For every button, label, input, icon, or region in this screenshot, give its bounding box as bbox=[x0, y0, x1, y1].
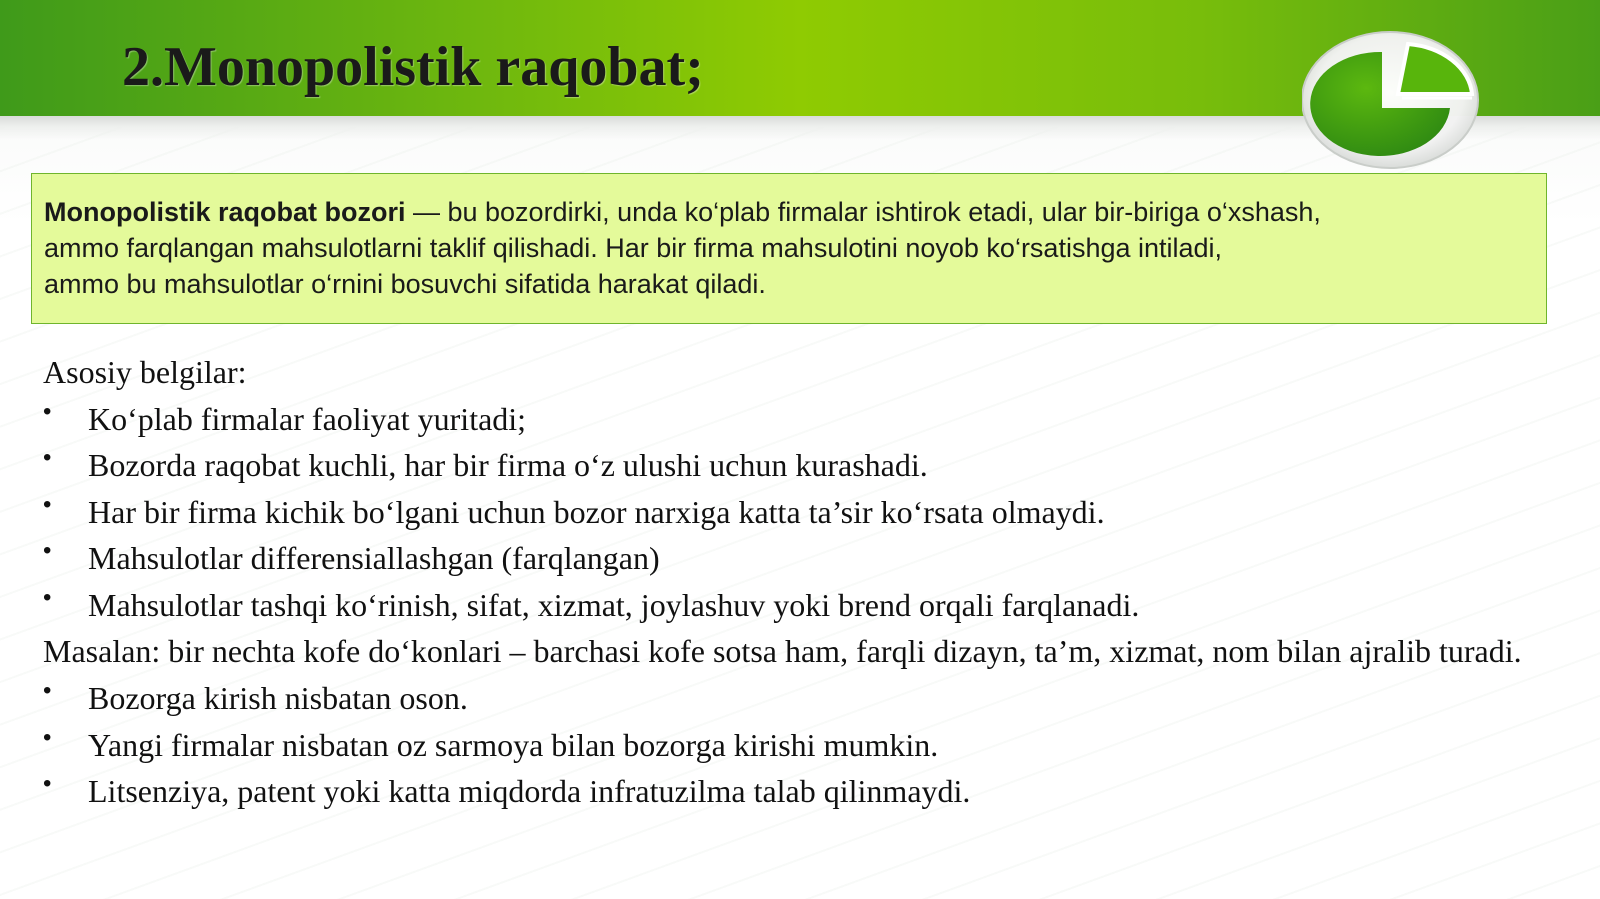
list-item bbox=[43, 768, 1573, 815]
bullet-icon: • bbox=[43, 444, 52, 471]
list-item-text: Litsenziya, patent yoki katta miqdorda infratuzilma talab qilinmaydi. bbox=[88, 773, 971, 809]
list-item-text: Bozorga kirish nisbatan oson. bbox=[88, 680, 468, 716]
list-item bbox=[43, 722, 1573, 769]
definition-line-1 bbox=[44, 194, 1534, 230]
bullet-icon: • bbox=[43, 583, 52, 611]
list-item bbox=[43, 582, 1573, 629]
bullet-icon: • bbox=[43, 770, 52, 797]
list-item bbox=[43, 675, 1573, 722]
list-item bbox=[43, 442, 1573, 489]
bullet-icon: • bbox=[43, 490, 52, 518]
list-item-text: Bozorda raqobat kuchli, har bir firma o‘z ulushi uchun kurashadi. bbox=[88, 447, 928, 483]
slide-title: 2.Monopolistik raqobat; bbox=[122, 36, 704, 98]
list-item bbox=[43, 535, 1573, 582]
definition-line-2: ammo farqlangan mahsulotlarni taklif qilishadi. Har bir firma mahsulotini noyob ko‘rsatishga intiladi, bbox=[44, 233, 1223, 263]
section-heading: Asosiy belgilar: bbox=[43, 354, 247, 390]
bullet-icon: • bbox=[43, 537, 52, 564]
example-paragraph: Masalan: bir nechta kofe do‘konlari – barchasi kofe sotsa ham, farqli dizayn, ta’m, xizmat, nom bilan ajralib turadi. bbox=[43, 633, 1522, 669]
definition-box bbox=[31, 173, 1547, 324]
main-content bbox=[43, 349, 1573, 815]
definition-term: Monopolistik raqobat bozori bbox=[44, 197, 406, 227]
list-item-text: Mahsulotlar differensiallashgan (farqlangan) bbox=[88, 540, 660, 576]
definition-line-3: ammo bu mahsulotlar o‘rnini bosuvchi sifatida harakat qiladi. bbox=[44, 269, 766, 299]
definition-text-1: — bu bozordirki, unda ko‘plab firmalar ishtirok etadi, ular bir-biriga o‘xshash, bbox=[405, 197, 1321, 227]
list-item-text: Har bir firma kichik bo‘lgani uchun bozor narxiga katta ta’sir ko‘rsata olmaydi. bbox=[88, 493, 1105, 530]
list-item bbox=[43, 396, 1573, 443]
list-item bbox=[43, 489, 1573, 536]
list-item-text: Yangi firmalar nisbatan oz sarmoya bilan bozorga kirishi mumkin. bbox=[88, 726, 939, 763]
bullet-icon: • bbox=[43, 677, 52, 704]
bullet-icon: • bbox=[43, 723, 52, 751]
list-item-text: Mahsulotlar tashqi ko‘rinish, sifat, xizmat, joylashuv yoki brend orqali farqlanadi. bbox=[88, 586, 1140, 623]
pie-chart-logo-icon bbox=[1302, 20, 1532, 180]
bullet-icon: • bbox=[43, 397, 52, 425]
list-item-text: Ko‘plab firmalar faoliyat yuritadi; bbox=[88, 400, 527, 437]
